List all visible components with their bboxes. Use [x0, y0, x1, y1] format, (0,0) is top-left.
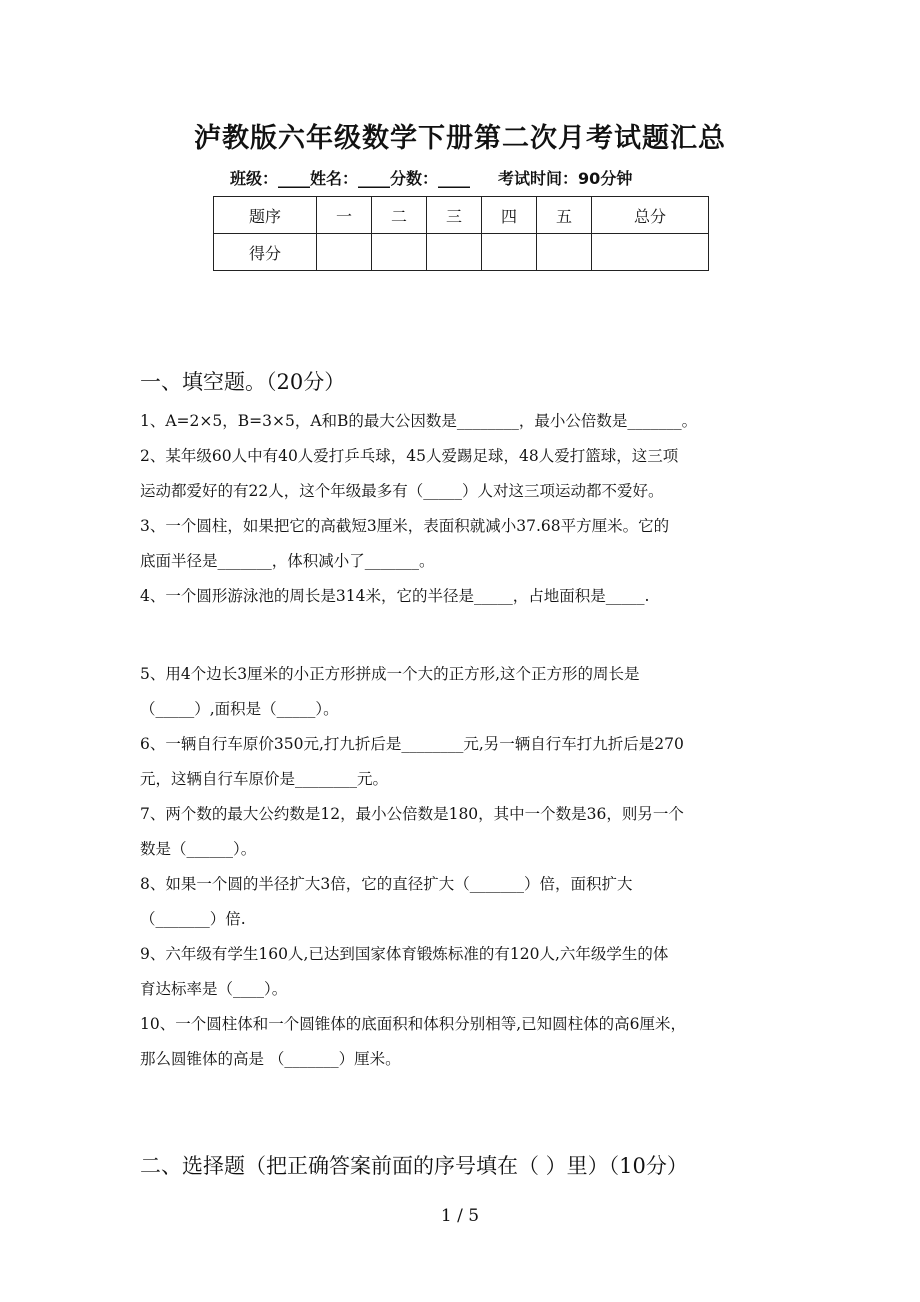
question-line: 2、某年级60人中有40人爱打乒乓球，45人爱踢足球，48人爱打篮球，这三项	[140, 447, 679, 465]
score-cell	[317, 234, 372, 271]
score-field: 分数：____	[390, 169, 471, 188]
question-line: 1、A=2×5，B=3×5，A和B的最大公因数是________，最小公倍数是_______。	[140, 412, 698, 430]
question-line: 10、一个圆柱体和一个圆锥体的底面积和体积分别相等,已知圆柱体的高6厘米，	[140, 1015, 687, 1033]
question-line: （_____）,面积是（_____）。	[140, 700, 339, 718]
row-label: 得分	[214, 234, 317, 271]
header-cell: 五	[537, 197, 592, 234]
question-line: 底面半径是_______，体积减小了_______。	[140, 552, 435, 570]
question-line: 5、用4个边长3厘米的小正方形拼成一个大的正方形,这个正方形的周长是	[140, 665, 640, 683]
class-field: 班级：____	[230, 169, 311, 188]
section-2-heading: 二、选择题（把正确答案前面的序号填在（ ）里）（10分）	[140, 1154, 688, 1178]
score-cell	[372, 234, 427, 271]
header-cell: 题序	[214, 197, 317, 234]
question-line: 元，这辆自行车原价是________元。	[140, 770, 389, 788]
question-line: 运动都爱好的有22人，这个年级最多有（_____）人对这三项运动都不爱好。	[140, 482, 664, 500]
student-info-line	[230, 166, 632, 189]
question-block-5-10	[140, 657, 790, 1077]
name-field: 姓名：____	[310, 169, 391, 188]
exam-time: 考试时间：90分钟	[498, 169, 633, 188]
header-cell: 三	[427, 197, 482, 234]
score-table-score-row	[214, 234, 709, 271]
page-title: 泸教版六年级数学下册第二次月考试题汇总	[194, 123, 726, 154]
question-line: 7、两个数的最大公约数是12，最小公倍数是180，其中一个数是36，则另一个	[140, 805, 684, 823]
score-table	[213, 196, 709, 271]
question-line: 育达标率是（____）。	[140, 980, 288, 998]
question-line: 9、六年级有学生160人,已达到国家体育锻炼标准的有120人,六年级学生的体	[140, 945, 669, 963]
score-cell	[537, 234, 592, 271]
section-1-heading: 一、填空题。（20分）	[140, 370, 346, 394]
question-line: 那么圆锥体的高是 （_______）厘米。	[140, 1050, 401, 1068]
header-cell: 二	[372, 197, 427, 234]
question-line: 4、一个圆形游泳池的周长是314米，它的半径是_____，占地面积是_____.	[140, 587, 650, 605]
question-line: 数是（______）。	[140, 840, 257, 858]
score-cell	[482, 234, 537, 271]
page-number: 1 / 5	[440, 1206, 480, 1226]
header-cell: 总分	[592, 197, 709, 234]
header-cell: 四	[482, 197, 537, 234]
question-line: （_______）倍.	[140, 910, 246, 928]
question-line: 3、一个圆柱，如果把它的高截短3厘米，表面积就减小37.68平方厘米。它的	[140, 517, 670, 535]
score-cell	[592, 234, 709, 271]
question-block-1-4	[140, 404, 790, 614]
question-line: 8、如果一个圆的半径扩大3倍，它的直径扩大（_______）倍，面积扩大	[140, 875, 633, 893]
question-line: 6、一辆自行车原价350元,打九折后是________元,另一辆自行车打九折后是270	[140, 735, 684, 753]
header-cell: 一	[317, 197, 372, 234]
score-cell	[427, 234, 482, 271]
score-table-header-row	[214, 197, 709, 234]
